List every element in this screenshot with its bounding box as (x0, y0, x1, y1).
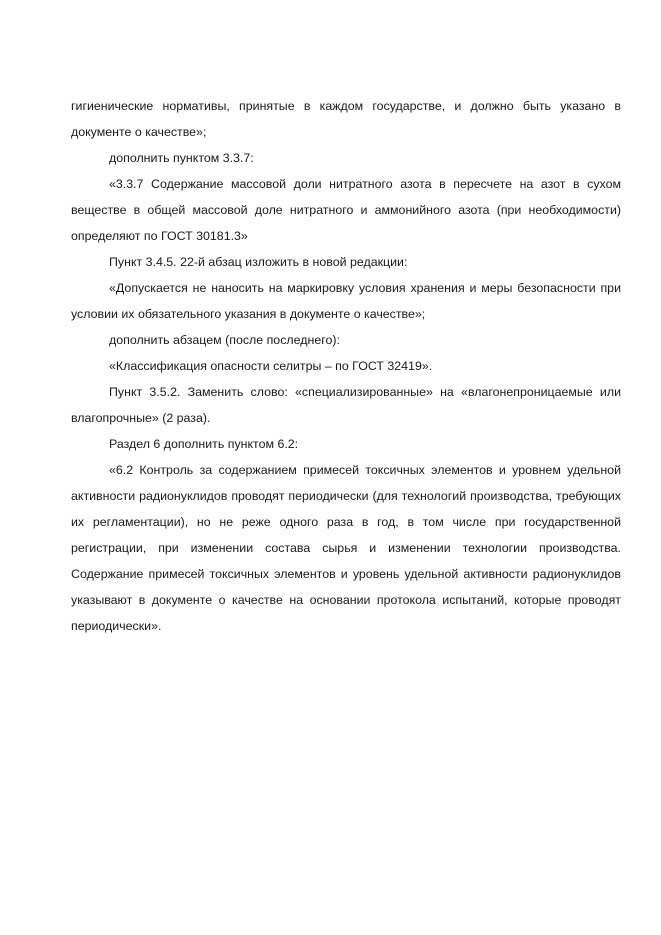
paragraph-clause-6-2: «6.2 Контроль за содержанием примесей токсичных элементов и уровнем удельной активности радионуклидов проводят периодически (для технологий производства, требующих их регламентации), но не реже одного раза в год, в том числе при государственной регистрации, при изменении состава сырья и изменении технологии производства. Содержание примесей токсичных элементов и уровень удельной активности радионуклидов указывают в документе о качестве на основании протокола испытаний, которые проводят периодически». (71, 463, 621, 633)
paragraph-clause-3-4-5: Пункт 3.4.5. 22-й абзац изложить в новой редакции: (109, 255, 408, 269)
paragraph-marking-permission: «Допускается не наносить на маркировку условия хранения и меры безопасности при условии их обязательного указания в документе о качестве»; (71, 281, 621, 321)
paragraph-section-6: Раздел 6 дополнить пунктом 6.2: (109, 437, 299, 451)
paragraph-clause-3-3-7: «3.3.7 Содержание массовой доли нитратного азота в пересчете на азот в сухом веществе в общей массовой доле нитратного и аммонийного азота (при необходимости) определяют по ГОСТ 30181.3» (71, 177, 621, 243)
document-page (71, 93, 621, 639)
paragraph-add-clause-3-3-7: дополнить пунктом 3.3.7: (109, 151, 254, 165)
paragraph-add-last-paragraph: дополнить абзацем (после последнего): (109, 333, 340, 347)
paragraph-hazard-classification: «Классификация опасности селитры – по ГОСТ 32419». (109, 359, 433, 373)
paragraph-hygiene-norms: гигиенические нормативы, принятые в каждом государстве, и должно быть указано в документе о качестве»; (71, 99, 621, 139)
paragraph-clause-3-5-2: Пункт 3.5.2. Заменить слово: «специализированные» на «влагонепроницаемые или влагопрочные» (2 раза). (71, 385, 621, 425)
